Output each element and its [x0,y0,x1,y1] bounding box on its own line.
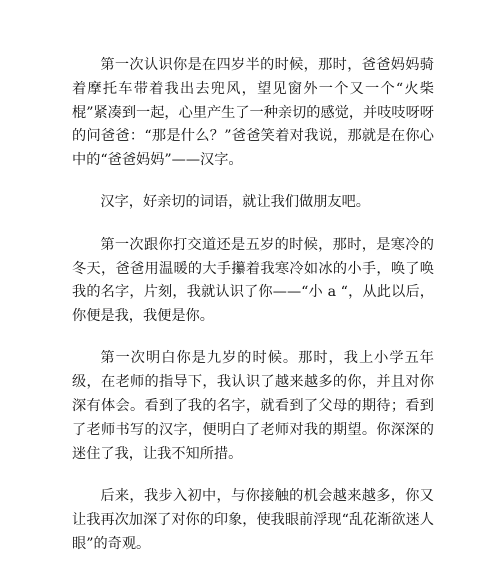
paragraph-understanding: 第一次明白你是九岁的时候。那时，我上小学五年级，在老师的指导下，我认识了越来越多的你，并且对你深有体会。看到了我的名字，就看到了父母的期待；看到了老师书写的汉字，便明白了老师对我的期望。你深深的迷住了我，让我不知所措。 [72,350,434,462]
document-page [72,54,434,575]
paragraph-middle-school: 后来，我步入初中，与你接触的机会越来越多，你又让我再次加深了对你的印象，使我眼前浮现“乱花渐欲迷人眼”的奇观。 [72,487,434,552]
paragraph-friendship: 汉字，好亲切的词语，就让我们做朋友吧。 [100,194,370,211]
paragraph-first-meeting: 第一次认识你是在四岁半的时候，那时，爸爸妈妈骑着摩托车带着我出去兜风，望见窗外一个又一个“火柴棍”紧凑到一起，心里产生了一种亲切的感觉，并吱吱呀呀的问爸爸：“那是什么？”爸爸笑着对我说，那就是在你心中的“爸爸妈妈”——汉字。 [72,57,434,169]
paragraph-first-contact: 第一次跟你打交道还是五岁的时候，那时，是寒冷的冬天，爸爸用温暖的大手攥着我寒冷如冰的小手，唤了唤我的名字，片刻，我就认识了你——“小 a “，从此以后，你便是我，我便是你。 [72,236,434,325]
